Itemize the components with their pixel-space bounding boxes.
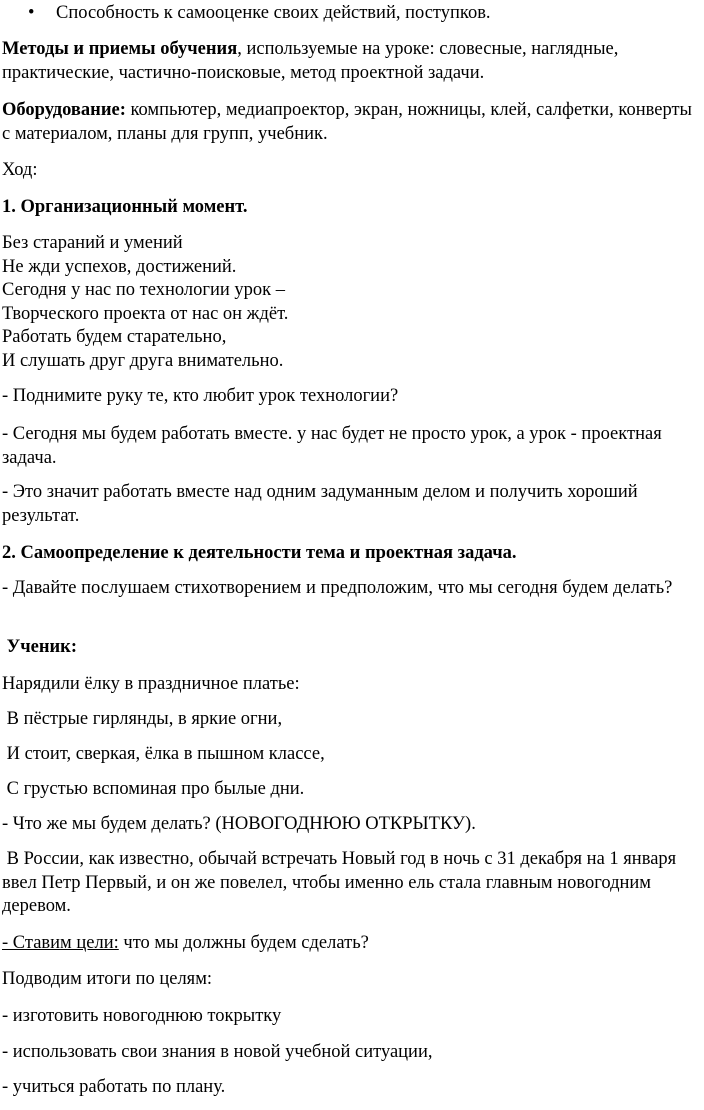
bullet-item — [2, 2, 702, 26]
goal-item: - использовать свои знания в новой учебной ситуации, — [2, 1042, 433, 1062]
goal-item: - изготовить новогоднюю токрытку — [2, 1006, 282, 1026]
section2-p1: - Давайте послушаем стихотворением и предположим, что мы сегодня будем делать? — [2, 578, 673, 598]
poem-line: Творческого проекта от нас он ждёт. — [2, 303, 289, 324]
poem-line: И слушать друг друга внимательно. — [2, 350, 284, 371]
poem-line: Сегодня у нас по технологии урок – — [2, 280, 285, 300]
goals-underlined: - Ставим цели: — [2, 933, 119, 953]
poem-block — [2, 232, 702, 373]
methods-text: , используемые на уроке: словесные, наглядные, практические, частично-поисковые, метод проектной задачи. — [2, 39, 619, 83]
bullet-text: Способность к самооценке своих действий, поступков. — [56, 3, 491, 23]
student-label: Ученик: — [2, 637, 77, 657]
poem-line: Без стараний и умений — [2, 233, 183, 253]
section1-heading: 1. Организационный момент. — [2, 197, 248, 217]
student-line: И стоит, сверкая, ёлка в пышном классе, — [2, 744, 325, 764]
section1-p1: - Поднимите руку те, кто любит урок технологии? — [2, 386, 399, 406]
summary-line: Подводим итоги по целям: — [2, 969, 213, 989]
goals-line — [2, 932, 702, 956]
question-line: - Что же мы будем делать? (НОВОГОДНЮЮ ОТКРЫТКУ). — [2, 814, 476, 834]
history-paragraph: В России, как известно, обычай встречать Новый год в ночь с 31 декабря на 1 января ввел Петр Первый, и он же повелел, чтобы именно ель стала главным новогодним деревом. — [2, 849, 681, 916]
section1-p2: - Сегодня мы будем работать вместе. у нас будет не просто урок, а урок - проектная задача. — [2, 424, 662, 468]
goals-rest: что мы должны будем сделать? — [118, 933, 369, 953]
goal-item: - учиться работать по плану. — [2, 1077, 226, 1097]
methods-label: Методы и приемы обучения — [2, 39, 238, 59]
equipment-label: Оборудование: — [2, 100, 126, 120]
poem-line: Не жди успехов, достижений. — [2, 256, 237, 277]
equipment-text: компьютер, медиапроектор, экран, ножницы, клей, салфетки, конверты с материалом, планы для групп, учебник. — [2, 100, 692, 144]
section1-p3: - Это значит работать вместе над одним задуманным делом и получить хороший результат. — [2, 482, 638, 526]
student-line: В пёстрые гирлянды, в яркие огни, — [2, 709, 283, 729]
equipment-paragraph — [2, 99, 702, 146]
student-line: С грустью вспоминая про былые дни. — [2, 779, 305, 799]
section2-heading: 2. Самоопределение к деятельности тема и проектная задача. — [2, 543, 517, 563]
poem-line: Работать будем старательно, — [2, 327, 227, 347]
bullet-marker: • — [28, 3, 35, 23]
hod-line: Ход: — [2, 160, 38, 180]
student-line: Нарядили ёлку в праздничное платье: — [2, 674, 300, 694]
methods-paragraph — [2, 38, 702, 85]
